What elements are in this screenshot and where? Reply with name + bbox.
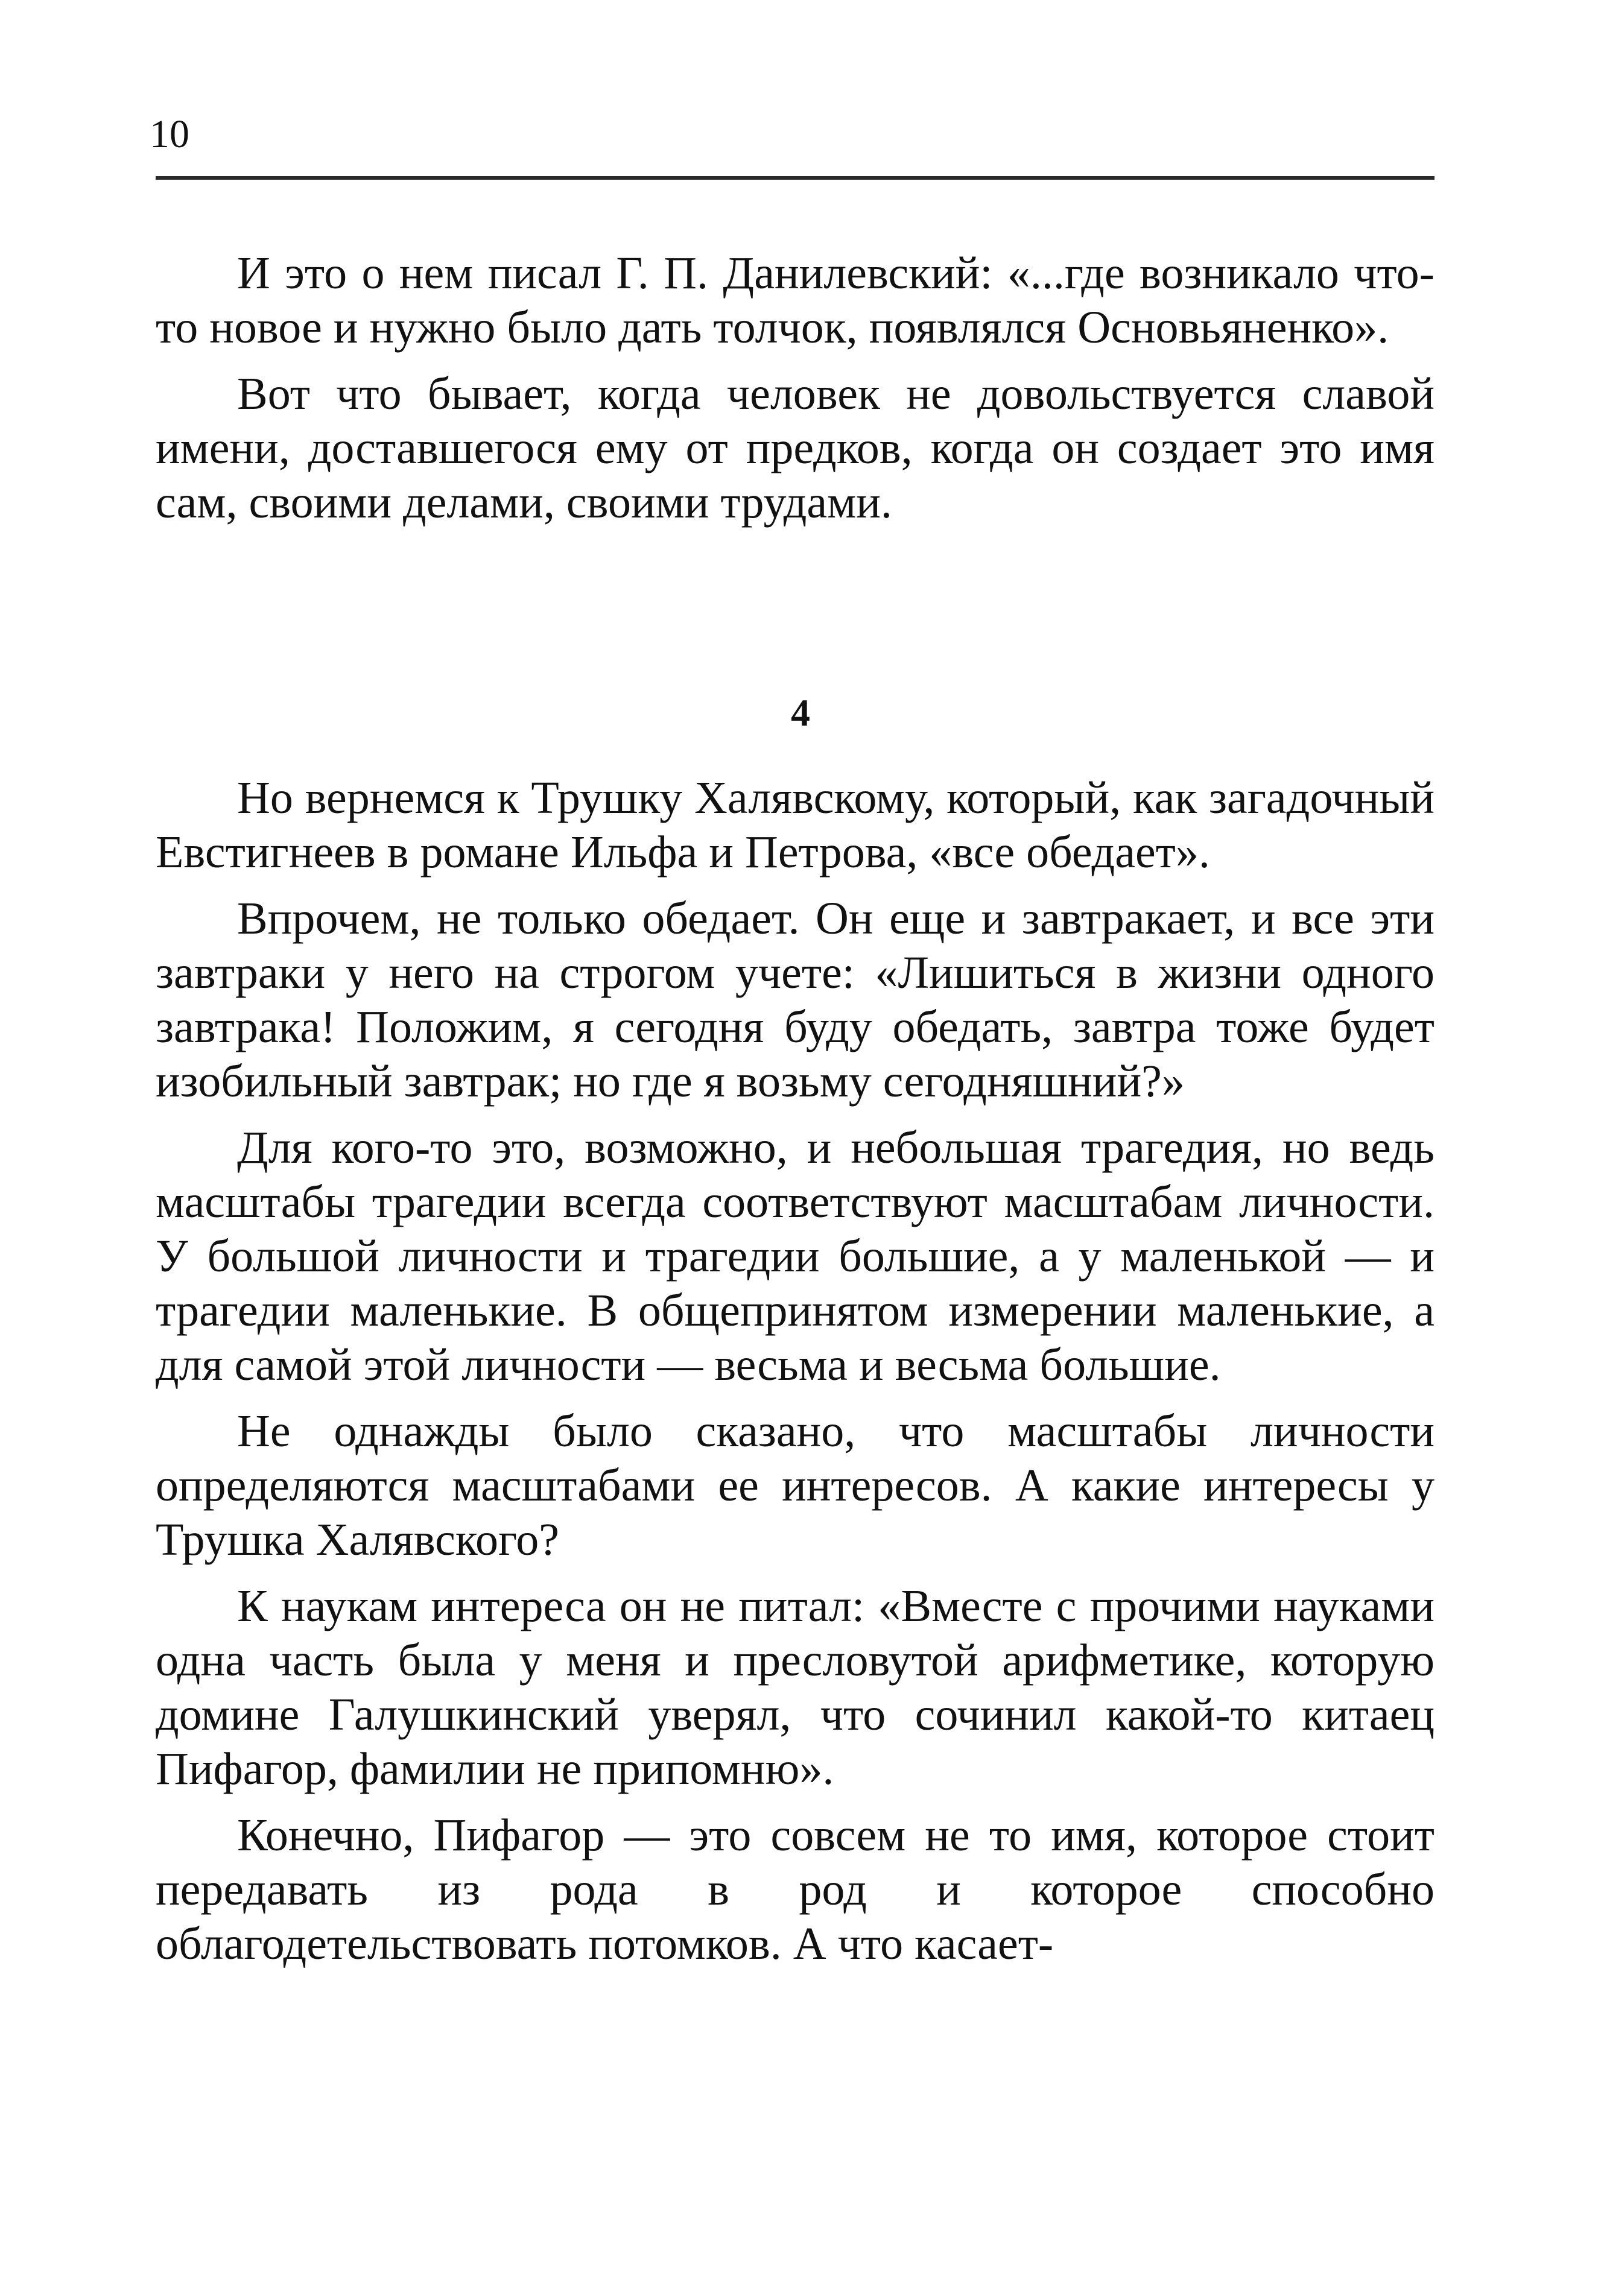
paragraph: К наукам интереса он не питал: «Вместе с прочими науками одна часть была у меня и пресловутой арифметике, которую домине Галушкинский уверял, что сочинил какой-то китаец Пифагор, фамилии не припомню».: [156, 1581, 1435, 1794]
header-rule: [156, 176, 1435, 180]
section-number: 4: [791, 691, 810, 734]
paragraph: Конечно, Пифагор — это совсем не то имя, которое стоит передавать из рода в род и которое способно облагодетельствовать потомков. А что касает-: [156, 1810, 1435, 1969]
paragraph: Но вернемся к Трушку Халявскому, который, как загадочный Евстигнеев в романе Ильфа и Петрова, «все обедает».: [156, 773, 1435, 878]
paragraph: Для кого-то это, возможно, и небольшая трагедия, но ведь масштабы трагедии всегда соответствуют масштабам личности. У большой личности и трагедии большие, а у маленькой — и трагедии маленькие. В общепринятом измерении маленькие, а для самой этой личности — весьма и весьма большие.: [156, 1122, 1435, 1390]
paragraph: Впрочем, не только обедает. Он еще и завтракает, и все эти завтраки у него на строгом учете: «Лишиться в жизни одного завтрака! Положим, я сегодня буду обедать, завтра тоже будет изобильный завтрак; но где я возьму сегодняшний?»: [156, 893, 1435, 1107]
paragraph: Не однажды было сказано, что масштабы личности определяются масштабами ее интересов. А какие интересы у Трушка Халявского?: [156, 1406, 1435, 1565]
paragraph: Вот что бывает, когда человек не довольствуется славой имени, доставшегося ему от предков, когда он создает это имя сам, своими делами, своими трудами.: [156, 368, 1435, 528]
page-number: 10: [150, 112, 189, 156]
paragraph: И это о нем писал Г. П. Данилевский: «...где возникало что-то новое и нужно было дать толчок, появлялся Основьяненко».: [156, 248, 1435, 353]
text-block-2: [156, 771, 1435, 1983]
text-block-1: [156, 246, 1435, 542]
